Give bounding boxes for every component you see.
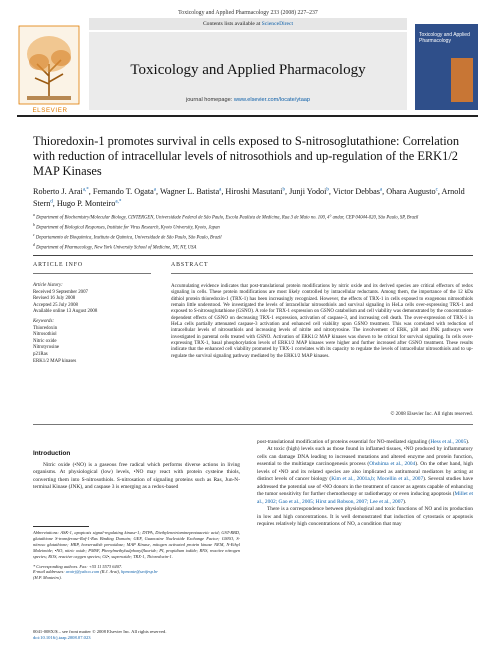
citation-link[interactable]: Ohshima et al., 2004 <box>369 461 416 468</box>
journal-homepage <box>89 97 407 103</box>
article-info-rule <box>33 273 151 274</box>
affiliation: $^c$ Departamento de Bioquímica, Instituto de Química, Universidade de São Paulo, São Paulo, Brazil <box>33 233 222 241</box>
history-item: Revised 16 July 2008 <box>33 296 76 302</box>
history-item: Accepted 25 July 2008 <box>33 302 78 308</box>
author-list <box>33 184 473 209</box>
author[interactable]: Fernando T. Ogata$^a$, <box>92 186 160 196</box>
copyright-notice: © 2008 Elsevier Inc. All rights reserved. <box>390 411 473 417</box>
author[interactable]: Victor Debbas$^a$, <box>332 186 387 196</box>
journal-cover-image <box>415 24 478 110</box>
author[interactable]: Hiroshi Masutani$^b$, <box>225 186 290 196</box>
citation-link[interactable]: Kim et al., 2001a,b; Mocellin et al., 2007 <box>331 476 424 483</box>
intro-paragraph: There is a correspondence between physiological and toxic functions of NO and its production in low and high concentrations. It is well demonstrated that induction of cytostasis or apoptosis requires relatively high concentrations of NO, a condition that may <box>257 506 473 527</box>
homepage-link[interactable]: www.elsevier.com/locate/ytaap <box>233 97 311 103</box>
author[interactable]: Wagner L. Batista$^a$, <box>159 186 226 196</box>
citation-link[interactable]: Millet et al., 2002; Gao et al., 2005; Hirst and Robson, 2007; Lee et al., 2007 <box>257 491 473 505</box>
publisher-name: ELSEVIER <box>32 107 68 114</box>
email-link[interactable]: arairj@yahoo.com <box>65 569 100 575</box>
email-note: E-mail addresses: arairj@yahoo.com (R.J. Arai), hpmonte@unifesp.br <box>33 569 158 575</box>
author[interactable]: Arnold Stern$^d$, <box>33 186 465 209</box>
keyword: ERK1/2 MAP kinases <box>33 358 77 364</box>
keyword: Thioredoxin <box>33 325 58 331</box>
email-link[interactable]: hpmonte@unifesp.br <box>121 569 158 575</box>
cover-badge <box>451 58 473 102</box>
keyword: Nitrotyrosine <box>33 345 60 351</box>
doi-block <box>33 629 240 641</box>
journal-citation: Toxicology and Applied Pharmacology 233 (2008) 227–237 <box>178 10 318 16</box>
homepage-prefix: journal homepage: <box>185 97 234 103</box>
elsevier-tree-logo <box>17 24 81 110</box>
author[interactable]: Junji Yodoi$^b$, <box>289 186 333 196</box>
cover-title: Toxicology and Applied Pharmacology <box>419 32 470 44</box>
abstract-heading: ABSTRACT <box>171 262 209 268</box>
contents-banner <box>89 18 407 30</box>
keyword: Nitrosothiol <box>33 332 57 338</box>
article-info-heading: ARTICLE INFO <box>33 262 83 268</box>
footnote-divider <box>33 526 89 527</box>
footnotes <box>33 530 240 581</box>
introduction-heading: Introduction <box>33 450 71 457</box>
author[interactable]: Roberto J. Arai$^{a,*}$, <box>33 186 93 196</box>
contents-prefix: Contents lists available at <box>202 21 262 27</box>
author[interactable]: Hugo P. Monteiro$^{a,*}$ <box>56 199 122 209</box>
abbreviations-footnote: Abbreviations: ASK-1, apoptosis signal-regulating kinase-1; DTPA, Diethylenetriaminepentaacetic acid; GST-RBD, glutathione S-transferase-Raf-1-Ras Binding Domain; GEF, Guanosine Nucleotide Exchange Factor; GSNO, S-nitroso glutathione; HRP, horseradish peroxidase; MAP Kinase, mitogen activated protein kinase NEM, N-Ethyl Maleimide; •NO, nitric oxide; PMSF, Phenylmethylsulphonylfluoride; PI, propidium iodide; RNS, reactive nitrogen species; ROS, reactive oxygen species; O2•, superoxide; TRX-1, Thioredoxin-1. <box>33 530 240 559</box>
citation-link[interactable]: Hess et al., 2005 <box>430 439 467 445</box>
keyword: p21Ras <box>33 351 48 357</box>
history-item: Available online 13 August 2008 <box>33 309 98 315</box>
abstract-bottom-divider <box>33 424 473 425</box>
issn-line: 0041-008X/$ – see front matter © 2008 Elsevier Inc. All rights reserved. <box>33 629 167 634</box>
email-owner: (H.P. Monteiro). <box>33 575 62 581</box>
journal-header <box>17 18 478 112</box>
history-label: Article history: <box>33 283 63 288</box>
article-history <box>33 283 151 316</box>
intro-paragraph: At toxic (high) levels such as those found in inflamed tissues, •NO produced by inflammatory cells can damage DNA leading to increased mutations and altered enzyme and protein function, essential to the multistage carcinogenesis process (Ohshima et al., 2004). On the other hand, high levels of •NO and its related species are also implicated as antitumoral mediators by acting at distinct levels of cancer biology (Kim et al., 2001a,b; Mocellin et al., 2007). Several studies have addressed the potential use of •NO donors in the treatment of cancer as agents capable of enhancing the tumor sensitivity for further chemotherapy or radiotherapy or even inducing apoptosis (Millet et al., 2002; Gao et al., 2005; Hirst and Robson, 2007; Lee et al., 2007). <box>257 446 474 505</box>
affiliation: $^d$ Department of Pharmacology, New York University School of Medicine, NY, NY, USA <box>33 243 197 252</box>
introduction-right-column <box>257 439 473 528</box>
keywords-label: Keywords: <box>33 319 55 324</box>
intro-paragraph: post-translational modification of proteins essential for NO-mediated signaling (Hess et al., 2005). <box>257 439 470 445</box>
affiliation-list <box>33 212 473 253</box>
corresponding-author-note: * Corresponding authors. Fax: +55 11 5573 6407. <box>33 563 123 569</box>
keyword: Nitric oxide <box>33 338 57 344</box>
introduction-left-column <box>33 462 240 492</box>
article-title: Thioredoxin-1 promotes survival in cells exposed to S-nitrosoglutathione: Correlation with reduction of intracellular levels of nitrosothiols and up-regulation of the ERK1/2 MAP Kinases <box>33 134 460 178</box>
doi-link[interactable]: doi:10.1016/j.taap.2008.07.023 <box>33 635 91 640</box>
abstract-rule <box>171 273 473 274</box>
keywords-block <box>33 319 151 365</box>
sciencedirect-link[interactable]: ScienceDirect <box>261 21 294 27</box>
header-divider <box>17 115 478 117</box>
intro-paragraph: Nitric oxide (•NO) is a gaseous free radical which performs diverse actions in living organisms. At physiological (low) levels, •NO may react with protein cysteine thiols, converting them into S-nitrosothiols. S-nitrosation of signaling proteins such as Ras, Jun-N-terminal Kinase (JNK), and caspase 3 is emerging as a redox-based <box>33 462 240 491</box>
history-item: Received 9 September 2007 <box>33 289 89 295</box>
journal-title: Toxicology and Applied Pharmacology <box>130 62 366 78</box>
affiliation: $^a$ Department of Biochemistry/Molecular Biology, CINTERGEN, Universidade Federal de São Paulo, Escola Paulista de Medicina, Rua 3 de Maio no. 100, 4° andar, CEP 04044-020, São Paulo, SP, Brazil <box>33 213 419 221</box>
front-matter-divider <box>33 255 473 256</box>
affiliation: $^b$ Department of Biological Responses, Institute for Virus Research, Kyoto University, Kyoto, Japan <box>33 223 220 231</box>
author[interactable]: Ohara Augusto$^c$, <box>386 186 442 196</box>
abstract-text: Accumulating evidence indicates that post-translational protein modifications by nitric oxide and its derived species are critical effectors of redox signaling in cells. These protein modifications are most likely controlled by intracellular reductants. Among them, the importance of the 12 kDa dithiol protein thioredoxin-1 (TRX-1) has been increasingly recognized. However, the effects of TRX-1 in cells exposed to exogenous nitrosothiols remain little understood. We investigated the levels of intracellular nitrosothiols and survival signaling in HeLa cells over-expressing TRX-1 and exposed to S-nitrosoglutathione (GSNO). A role for TRX-1 expression on GSNO catabolism and cell viability was demonstrated by the concentration-dependent effects of GSNO on decreasing TRX-1 expression, activation of caspase-3, and increasing cell death. The over-expression of TRX-1 in HeLa cells partially attenuated caspase-3 activation and enhanced cell viability upon GSNO treatment. This was correlated with reduction of intracellular levels of nitrosothiols and increasing levels of nitrite and nitrotyrosine. The involvement of ERK, p38 and JNK pathways were investigated in parental cells treated with GSNO. Activation of ERK1/2 MAP kinases was shown to be critical for survival signaling. In cells over-expressing TRX-1, basal phosphorylation levels of ERK1/2 MAP kinases were higher and further increased after GSNO treatment. These results indicate that the enhanced cell viability promoted by TRX-1 correlates with its capacity to regulate the levels of intracellular nitrosothiols and to up-regulate the survival signaling pathway mediated by the ERK1/2 MAP kinases. <box>171 284 473 359</box>
